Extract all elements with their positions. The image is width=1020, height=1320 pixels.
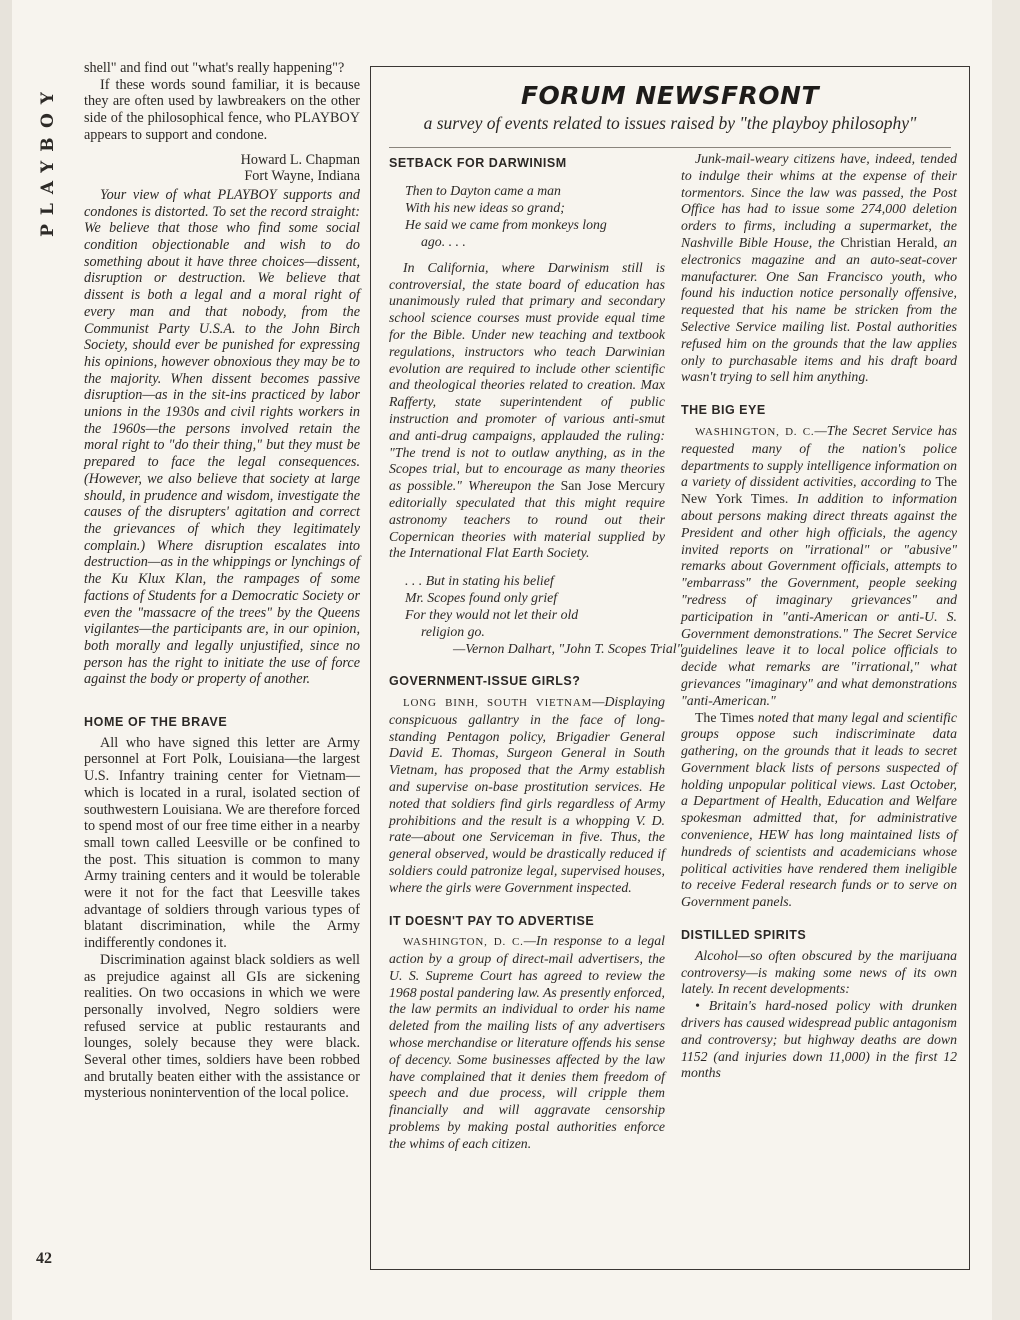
article-text: Alcohol—so often obscured by the marijuana controversy—is making some news of its own lately. In recent developments: [681,947,957,997]
verse-line: religion go. [421,624,485,640]
article-heading: SETBACK FOR DARWINISM [389,156,567,170]
article-text-part: an electronics magazine and an auto-seat-cover manufacturer. One San Francisco youth, who found his induction notice personally offensive, requested that his name be stricken from the Selective Service mailing list. Postal authorities refused him on the grounds that the law applies only to purchasable items and his draft board wasn't trying to sell him anything. [681,234,957,385]
page-number: 42 [36,1250,52,1267]
verse-line: ago. . . . [421,233,466,249]
publication-name: The New York Times. [681,474,957,507]
dateline: WASHINGTON, D. C. [403,936,524,949]
article-heading: IT DOESN'T PAY TO ADVERTISE [389,913,595,928]
article-heading: THE BIG EYE [681,403,766,418]
article-text-part: —In response to a legal action by a group of direct-mail advertisers, the U. S. Supreme Court has agreed to review the 1968 postal pandering law. As presently enforced, the law permits an individual to order his name deleted from the mailing lists of any advertisers whose merchandise or literature offends his sense of decency. Some businesses affected by the law have complained that it denies them freedom of speech and due process, will cripple them financially and will aggravate censorship problems by making postal authorities enforce the whims of each citizen. [389,933,665,1151]
dateline: WASHINGTON, D. C. [695,425,815,438]
article-heading: GOVERNMENT-ISSUE GIRLS? [389,674,581,689]
page-edge-left [0,0,12,1320]
forum-newsfront-box [370,66,970,1270]
letter-text: All who have signed this letter are Army personnel at Fort Polk, Louisiana—the largest U.S. Infantry training center for Vietnam—which is located in a rural, isolated section of southwestern Louisiana. We are therefore forced to spend most of our free time either in a nearby small town called Leesville or be confined to the post. This situation is common to many Army training centers and it would be tolerable were it not for the fact that Leesville takes advantage of soldiers through various types of blatant discrimination, while the Army indifferently condones it. [84,734,360,952]
verse-credit: —Vernon Dalhart, "John T. Scopes Trial" [453,641,683,657]
article-text [389,694,665,897]
verse [405,182,665,250]
dateline: LONG BINH, SOUTH VIETNAM [403,696,593,709]
vertical-brand [30,60,66,260]
article-text-part: In addition to information about persons making direct threats against the President and other high officials, the agency invited reports on "irrational" or "abusive" remarks about Government officials, attempts to "embarrass" the Government, people seeking "redress of imaginary grievances" and participation in "anti-American or anti-U. S. Government demonstrations." The Secret Service guidelines leave it to local police officials to decide what remarks are "irrational," what grievances "imaginary" and what demonstrations "anti-American." [681,491,957,708]
verse-line: Mr. Scopes found only grief [405,590,558,606]
article-text [681,151,957,386]
verse-line: He said we came from monkeys long [405,216,607,232]
forum-column-right [681,151,957,1082]
article-text [389,933,665,1152]
letters-column [84,60,360,1102]
verse-line: For they would not let their old [405,607,579,623]
article-heading: DISTILLED SPIRITS [681,928,807,943]
divider [389,147,951,148]
article-text-part: noted that many legal and scientific groups oppose such indiscriminate data gathering, on the grounds that it leads to secret Government black lists of persons suspected of holding unpopular political views. Last October, a Department of Health, Education and Welfare spokesman admitted that, for administrative convenience, HEW has long maintained lists of hundreds of scientists and academicians whose political activities have rendered them ineligible to receive Federal research funds or to serve on Government panels. [681,709,957,910]
forum-subtitle: a survey of events related to issues raised by "the playboy philosophy" [423,113,917,133]
article-text-part: Junk-mail-weary citizens have, indeed, tended to indulge their whims at the expense of their tormentors. Since the law was passed, the Post Office has had to issue some 274,000 deletion orders to firms, including a supermarket, the Nashville Bible House, the [681,151,957,250]
article-text-part: —Displaying conspicuous gallantry in the face of long-standing Pentagon policy, Brigadier General David E. Thomas, Surgeon General in South Vietnam, has proposed that the Army establish and supervise on-base prostitution services. He noted that soldiers find girls regardless of Army prohibitions and the result is a whopping V. D. rate—about one Serviceman in five. Thus, the general observed, would be drastically reduced if soldiers could patronize legal, supervised houses, where the girls were Government inspected. [389,693,665,895]
article-text-part: —The Secret Service has requested many of the nation's police departments to supply intelligence information on a variety of dissident activities, according to [681,422,957,490]
article-text-part: In California, where Darwinism still is controversial, the state board of education has unanimously ruled that primary and secondary school science courses must provide equal time for the Bible. Under new teaching and textbook regulations, instructors who teach Darwinian evolution are required to include other scientific and theological theories related to creation. Max Rafferty, state superintendent of public instruction and promoter of various anti-smut and anti-drug campaigns, applauded the ruling: "The trend is not to outlaw anything, as in the Scopes trial, but to encourage as many theories as possible." Whereupon the [389,259,665,494]
article-text-part: editorially speculated that this might require astronomy teachers to round out their Copernican theories with material supplied by the International Flat Earth Society. [389,494,665,561]
article-bullet: • Britain's hard-nosed policy with drunken drivers has caused widespread public antagonism and controversy; but highway deaths are down 1152 (and injuries down 11,000) in the first 12 months [681,998,957,1081]
signature-name: Howard L. Chapman [240,151,360,168]
article-text [389,260,665,562]
letter-signature [84,152,360,185]
verse-line: Then to Dayton came a man [405,182,561,198]
letter-text: shell" and find out "what's really happening"? [84,60,345,76]
letter-heading: HOME OF THE BRAVE [84,715,228,730]
page-edge-right [992,0,1020,1320]
forum-column-middle [389,151,683,1153]
article-text [681,423,957,710]
verse-line: With his new ideas so grand; [405,199,565,215]
verse-line: . . . But in stating his belief [405,573,554,589]
letter-text: If these words sound familiar, it is because they are often used by lawbreakers on the other side of the philosophical fence, who PLAYBOY appears to support and condone. [84,76,360,143]
publication-name: Christian Herald, [840,234,938,250]
verse [405,572,683,657]
letter-text: Discrimination against black soldiers as well as prejudice against all GIs are sickening realities. On two occasions in which we were personally involved, Negro soldiers were refused service at public restaurants and lounges, solely because they were black. Several other times, soldiers have been robbed and brutally beaten either with the assistance or mysterious nonintervention of the local police. [84,951,360,1102]
signature-place: Fort Wayne, Indiana [244,168,360,185]
forum-title: FORUM NEWSFRONT [520,81,820,110]
editor-reply: Your view of what PLAYBOY supports and condones is distorted. To set the record straight: We believe that those who find some social condition objectionable and wish to do something about it have three choices—dissent, disruption or destruction. We believe that dissent is both a legal and a moral right of every man and that nobody, from the Communist Party U.S.A. to the John Birch Society, should ever be punished for expressing his opinions, however obnoxious they may be to the majority. When dissent becomes passive disruption—as in the sit-ins practiced by labor unions in the 1930s and civil rights workers in the 1960s—the persons involved retain the moral right to "do their thing," but they must be prepared to face the legal consequences. (However, we also believe that society at large should, in prudence and wisdom, investigate the causes of the disrupters' agitation and correct the grievances of which they legitimately complain.) Where disruption escalates into destruction—as in the whippings or lynchings of the Ku Klux Klan, the rampages of some factions of Students for a Democratic Society or even the "massacre of the trees" by the Queens vigilantes—the participants are, in our opinion, both morally and legally unjustified, since no person has the right to initiate the use of force against the body or property of another. [84,186,360,688]
brand-text: PLAYBOY [38,83,58,237]
publication-name: San Jose Mercury [560,478,666,494]
article-text [681,710,957,912]
publication-name: The Times [695,709,755,725]
